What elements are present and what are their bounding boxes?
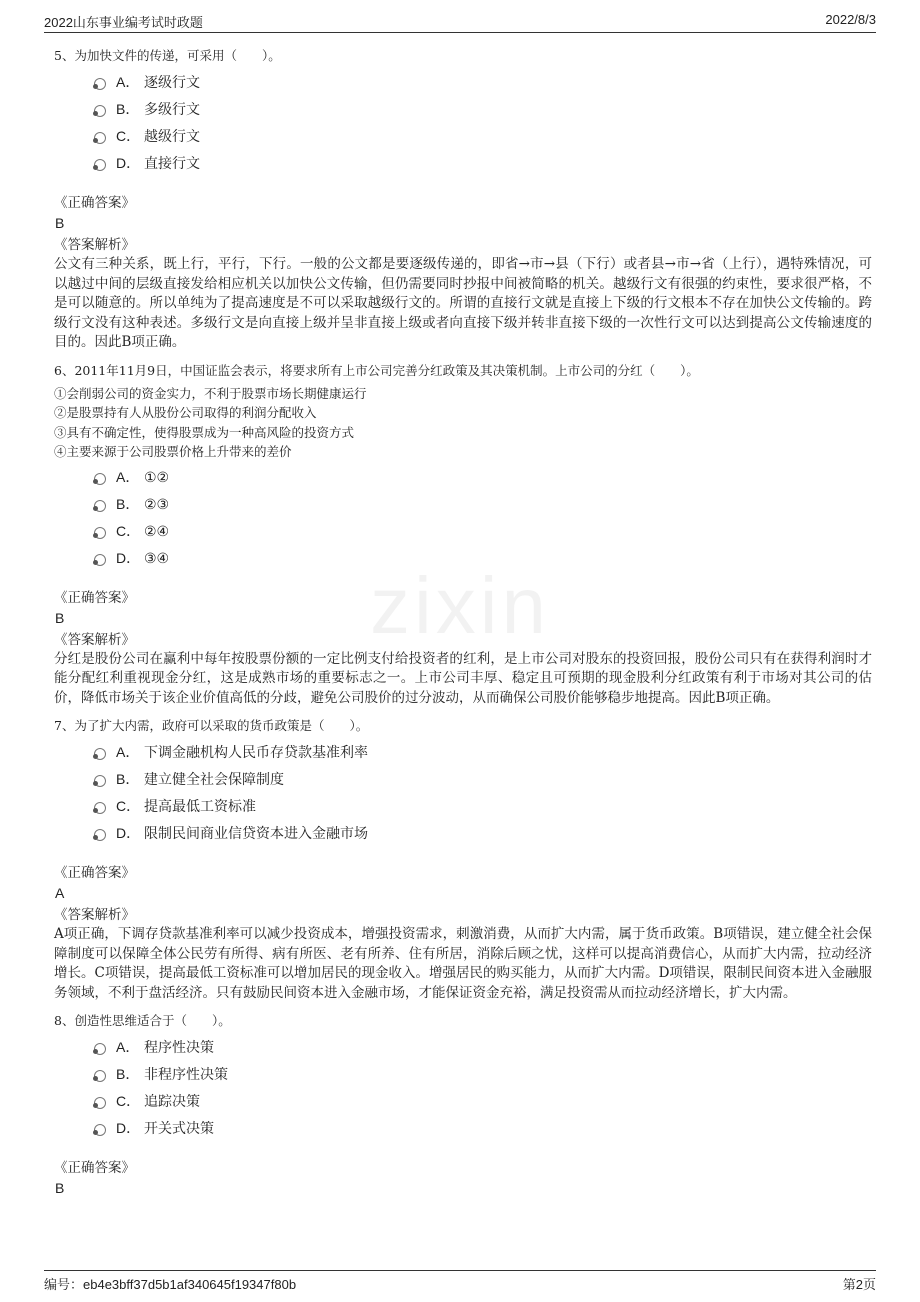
radio-icon[interactable] bbox=[94, 1124, 106, 1136]
header-title: 2022山东事业编考试时政题 bbox=[44, 15, 203, 30]
option-text: 限制民间商业信贷资本进入金融市场 bbox=[144, 826, 368, 842]
option-item[interactable] bbox=[54, 1034, 872, 1061]
option-text: 追踪决策 bbox=[144, 1094, 200, 1110]
option-letter: B． bbox=[116, 495, 140, 512]
option-letter: C． bbox=[116, 128, 141, 144]
option-item[interactable] bbox=[54, 545, 872, 572]
option-text: 逐级行文 bbox=[144, 75, 200, 91]
option-item[interactable] bbox=[54, 464, 872, 491]
page-suffix: 页 bbox=[862, 1277, 876, 1292]
radio-icon[interactable] bbox=[94, 1070, 106, 1082]
option-text: ②③ bbox=[144, 496, 170, 513]
radio-icon[interactable] bbox=[94, 554, 106, 566]
analysis-text: 分红是股份公司在赢利中每年按股票份额的一定比例支付给投资者的红利，是上市公司对股东的投资回报，股份公司只有在获得利润时才能分配红利重视现金分红，这是成熟市场的重要标志之一。上市公司丰厚、稳定且可预期的现金股利分红政策有利于市场对其公司的估价，降低市场关于该企业价值高低的分歧，避免公司股价的过分波动，从而确保公司股价能够稳步地提高。因此B项正确。 bbox=[54, 650, 872, 706]
option-text: 下调金融机构人民币存贷款基准利率 bbox=[144, 745, 368, 761]
question-statement: ①会削弱公司的资金实力，不利于股票市场长期健康运行 bbox=[54, 385, 367, 401]
option-item[interactable] bbox=[54, 739, 872, 766]
option-text: 提高最低工资标准 bbox=[144, 799, 256, 815]
radio-icon[interactable] bbox=[94, 829, 106, 841]
radio-icon[interactable] bbox=[94, 748, 106, 760]
option-item[interactable] bbox=[54, 1061, 872, 1088]
option-letter: D． bbox=[116, 549, 141, 566]
answer-label: 《正确答案》 bbox=[54, 865, 135, 881]
option-letter: B． bbox=[116, 1066, 140, 1082]
analysis-label: 《答案解析》 bbox=[54, 907, 135, 923]
option-list bbox=[54, 464, 872, 572]
option-item[interactable] bbox=[54, 491, 872, 518]
option-letter: B． bbox=[116, 771, 140, 787]
option-letter: A． bbox=[116, 744, 140, 760]
option-list bbox=[54, 1034, 872, 1142]
option-item[interactable] bbox=[54, 518, 872, 545]
option-text: 多级行文 bbox=[144, 102, 200, 118]
radio-icon[interactable] bbox=[94, 1097, 106, 1109]
question-stem: 5、为加快文件的传递，可采用（ ）。 bbox=[54, 48, 281, 63]
option-item[interactable] bbox=[54, 96, 872, 123]
option-text: ②④ bbox=[144, 523, 170, 540]
answer-label: 《正确答案》 bbox=[54, 195, 135, 211]
option-letter: C． bbox=[116, 798, 141, 814]
option-text: 直接行文 bbox=[144, 156, 200, 172]
answer-value: A bbox=[55, 885, 65, 901]
option-letter: B． bbox=[116, 101, 140, 117]
analysis-label: 《答案解析》 bbox=[54, 237, 135, 253]
radio-icon[interactable] bbox=[94, 527, 106, 539]
option-text: 开关式决策 bbox=[144, 1121, 214, 1137]
page-prefix: 第 bbox=[842, 1277, 856, 1292]
radio-icon[interactable] bbox=[94, 775, 106, 787]
option-text: ③④ bbox=[144, 550, 170, 567]
question-block bbox=[54, 1011, 872, 1198]
option-item[interactable] bbox=[54, 123, 872, 150]
watermark: zixin bbox=[370, 561, 551, 650]
page-num: 2 bbox=[855, 1277, 863, 1292]
answer-label: 《正确答案》 bbox=[54, 1160, 135, 1176]
question-statement: ②是股票持有人从股份公司取得的利润分配收入 bbox=[54, 405, 317, 420]
page-footer bbox=[44, 1270, 876, 1295]
option-letter: A． bbox=[116, 74, 140, 90]
analysis-label: 《答案解析》 bbox=[54, 631, 135, 648]
radio-icon[interactable] bbox=[94, 78, 106, 90]
page-header bbox=[44, 12, 876, 33]
question-block bbox=[54, 716, 872, 1003]
question-stem: 7、为了扩大内需，政府可以采取的货币政策是（ ）。 bbox=[54, 718, 369, 733]
analysis-text: 公文有三种关系，既上行，平行，下行。一般的公文都是要逐级传递的，即省→市→县（下行）或者县→市→省（上行），遇特殊情况，可以越过中间的层级直接发给相应机关以加快公文传输，但仍需要同时抄报中间被简略的机关。越级行文有很强的约束性，要求很严格，不是可以随意的。所以单纯为了提高速度是不可以采取越级行文的。所谓的直接行文就是直接上下级的行文根本不存在加快公文传输的。跨级行文没有这种表述。多级行文是向直接上级并呈非直接上级或者向直接下级并转非直接下级的一次性行文可以达到提高公文传输速度的目的。因此B项正确。 bbox=[54, 256, 872, 350]
question-list bbox=[54, 46, 872, 1206]
radio-icon[interactable] bbox=[94, 159, 106, 171]
code-label: 编号： bbox=[44, 1277, 84, 1292]
option-text: ①② bbox=[144, 469, 170, 486]
option-item[interactable] bbox=[54, 1088, 872, 1115]
question-statement: ③具有不确定性，使得股票成为一种高风险的投资方式 bbox=[54, 424, 355, 440]
option-list bbox=[54, 69, 872, 177]
question-block bbox=[54, 46, 872, 353]
answer-value: B bbox=[55, 1180, 65, 1196]
option-letter: A． bbox=[116, 1039, 140, 1055]
header-date: 2022/8/3 bbox=[825, 12, 876, 27]
option-letter: A． bbox=[116, 468, 140, 485]
question-stem: 8、创造性思维适合于（ ）。 bbox=[54, 1013, 231, 1028]
code-value: eb4e3bff37d5b1af340645f19347f80b bbox=[83, 1277, 297, 1292]
option-text: 程序性决策 bbox=[144, 1040, 214, 1056]
option-item[interactable] bbox=[54, 793, 872, 820]
option-list bbox=[54, 739, 872, 847]
analysis-text: A项正确，下调存贷款基准利率可以减少投资成本，增强投资需求，刺激消费，从而扩大内需，属于货币政策。B项错误，建立健全社会保障制度可以保障全体公民劳有所得、病有所医、老有所养、住有所居，消除后顾之忧，这样可以提高消费信心，从而扩大内需，拉动经济增长。C项错误，提高最低工资标准可以增加居民的现金收入。增强居民的购买能力，从而扩大内需。D项错误，限制民间资本进入金融服务领域，不利于盘活经济。只有鼓励民间资本进入金融市场，才能保证资金充裕，满足投资需从而拉动经济增长，扩大内需。 bbox=[54, 926, 872, 1001]
option-letter: D． bbox=[116, 825, 141, 841]
answer-value: B bbox=[55, 609, 65, 626]
option-item[interactable] bbox=[54, 69, 872, 96]
answer-label: 《正确答案》 bbox=[54, 589, 135, 606]
radio-icon[interactable] bbox=[94, 473, 106, 485]
question-stem: 6、2011年11月9日，中国证监会表示，将要求所有上市公司完善分红政策及其决策机制。上市公司的分红（ ）。 bbox=[54, 362, 699, 378]
option-letter: D． bbox=[116, 1120, 141, 1136]
page-number bbox=[843, 1274, 876, 1293]
option-item[interactable] bbox=[54, 1115, 872, 1142]
option-item[interactable] bbox=[54, 766, 872, 793]
radio-icon[interactable] bbox=[94, 1043, 106, 1055]
question-statement: ④主要来源于公司股票价格上升带来的差价 bbox=[54, 444, 292, 459]
option-item[interactable] bbox=[54, 150, 872, 177]
option-letter: C． bbox=[116, 522, 141, 539]
answer-value: B bbox=[55, 215, 65, 231]
question-block bbox=[54, 361, 872, 709]
radio-icon[interactable] bbox=[94, 802, 106, 814]
option-text: 建立健全社会保障制度 bbox=[144, 772, 284, 788]
radio-icon[interactable] bbox=[94, 500, 106, 512]
document-code bbox=[44, 1274, 296, 1293]
option-letter: C． bbox=[116, 1093, 141, 1109]
option-item[interactable] bbox=[54, 820, 872, 847]
option-text: 越级行文 bbox=[144, 129, 200, 145]
radio-icon[interactable] bbox=[94, 132, 106, 144]
option-letter: D． bbox=[116, 155, 141, 171]
option-text: 非程序性决策 bbox=[144, 1067, 228, 1083]
radio-icon[interactable] bbox=[94, 105, 106, 117]
